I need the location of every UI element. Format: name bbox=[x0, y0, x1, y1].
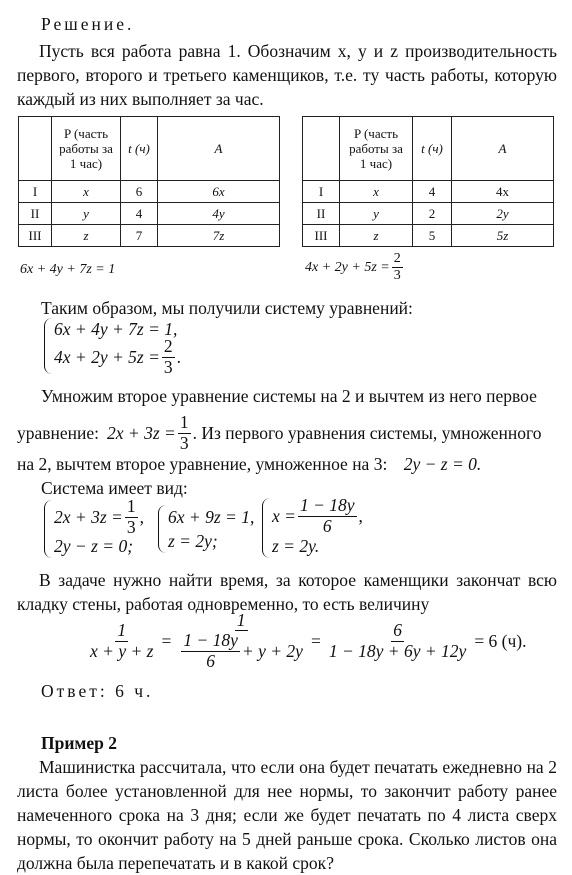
header-t: t (ч) bbox=[121, 117, 158, 181]
equation-system-b: 6x + 9z = 1, z = 2y; bbox=[158, 505, 254, 553]
equation-table1: 6x + 4y + 7z = 1 bbox=[20, 262, 116, 277]
table-first-variant bbox=[18, 116, 280, 247]
task-paragraph: В задаче нужно найти время, за которое каменщики закончат всю кладку стены, работая одновременно, то есть величину bbox=[17, 570, 557, 614]
header-a: A bbox=[452, 117, 554, 181]
equation-system-1: 6x + 4y + 7z = 1, 4x + 2y + 5z = $\frac{2}{3}$ . bbox=[44, 318, 181, 374]
header-a: A bbox=[158, 117, 280, 181]
multiply-line-2: уравнение: 2x + 3z = $\frac{1}{3}$ . Из первого уравнения системы, умноженного bbox=[17, 412, 542, 453]
example-paragraph: Машинистка рассчитала, что если она будет печатать ежедневно на 2 листа более установленной для нее нормы, то закончит работу ранее намеченного срока на 3 дня; если же будет печатать по 4 листа сверх нормы, то окончит работу на 5 дней раньше срока. Сколько листов она должна была перепечатать и в какой срок? bbox=[17, 757, 557, 873]
system-view-text: Система имеет вид: bbox=[41, 478, 188, 498]
table-second-variant bbox=[302, 116, 554, 247]
answer-line: Ответ: 6 ч. bbox=[41, 681, 154, 701]
system-intro-text: Таким образом, мы получили систему уравнений: bbox=[41, 298, 413, 318]
final-equation: $\frac{1}{x + y + z}$ = 1 $\frac{1 - 18y}{6}$ + y + 2y = $\frac{6}{1 - 18y + 6y + 12y}$ = 6 (ч). bbox=[90, 609, 527, 671]
equation-system-c: x = $\frac{1 - 18y}{6}$ , z = 2y. bbox=[262, 498, 363, 558]
multiply-line-1: Умножим второе уравнение системы на 2 и вычтем из него первое bbox=[41, 386, 537, 406]
table-row: III z 7 7z bbox=[19, 225, 280, 247]
table-row: I x 6 6x bbox=[19, 181, 280, 203]
equation-system-a: 2x + 3z = $\frac{1}{3}$ , 2y − z = 0; bbox=[44, 500, 144, 558]
table-row: I x 4 4x bbox=[303, 181, 554, 203]
header-p: P (часть работы за 1 час) bbox=[340, 117, 413, 181]
solution-heading: Решение. bbox=[41, 14, 135, 34]
multiply-line-3: на 2, вычтем второе уравнение, умноженное на 3: 2y − z = 0. bbox=[17, 454, 482, 474]
table-row: III z 5 5z bbox=[303, 225, 554, 247]
header-p: P (часть работы за 1 час) bbox=[52, 117, 121, 181]
example-title: Пример 2 bbox=[41, 733, 117, 753]
table-row: II y 4 4y bbox=[19, 203, 280, 225]
table-row: II y 2 2y bbox=[303, 203, 554, 225]
header-t: t (ч) bbox=[413, 117, 452, 181]
intro-paragraph: Пусть вся работа равна 1. Обозначим x, y и z производительность первого, второго и третьего каменщиков, т.е. ту часть работы, которую каждый из них выполняет за час. bbox=[17, 41, 557, 109]
equation-table2: 4x + 2y + 5z = $\frac{2}{3}$ bbox=[305, 251, 401, 283]
